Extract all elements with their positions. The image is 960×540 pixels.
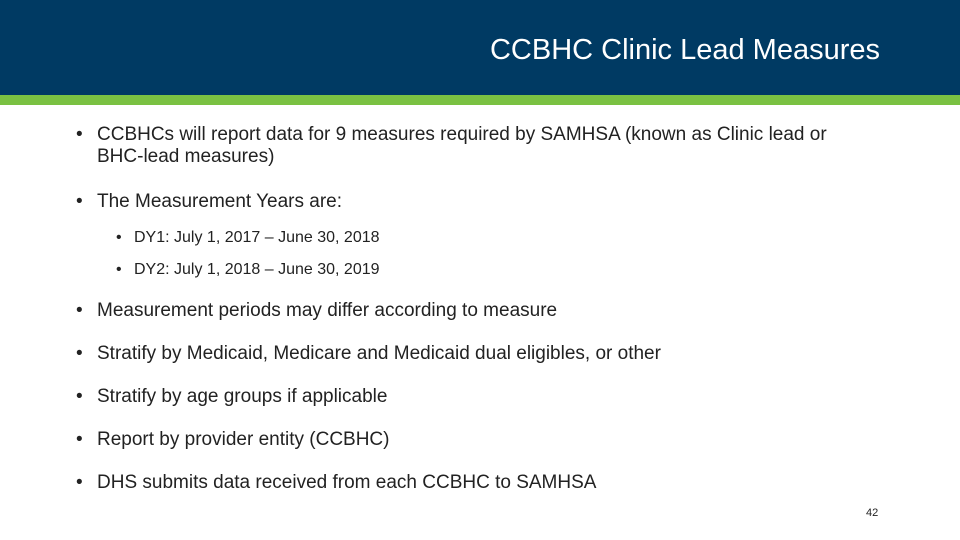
bullet-item bbox=[76, 386, 876, 408]
bullet-icon: • bbox=[76, 124, 83, 145]
bullet-icon: • bbox=[76, 300, 83, 321]
bullet-text: Stratify by Medicaid, Medicare and Medicaid dual eligibles, or other bbox=[97, 343, 661, 364]
bullet-icon: • bbox=[76, 386, 83, 407]
bullet-item bbox=[76, 300, 876, 322]
bullet-icon: • bbox=[116, 229, 122, 246]
accent-bar bbox=[0, 95, 960, 105]
bullet-icon: • bbox=[76, 472, 83, 493]
bullet-text: Measurement periods may differ according to measure bbox=[97, 300, 558, 321]
sub-bullet-text: DY1: July 1, 2017 – June 30, 2018 bbox=[134, 229, 380, 246]
bullet-icon: • bbox=[116, 261, 122, 278]
slide-header bbox=[0, 0, 960, 95]
bullet-item bbox=[76, 429, 876, 451]
bullet-item bbox=[76, 124, 876, 168]
slide-title: CCBHC Clinic Lead Measures bbox=[489, 34, 880, 66]
bullet-text: CCBHCs will report data for 9 measures required by SAMHSA (known as Clinic lead or BHC-lead measures) bbox=[97, 124, 827, 167]
page-number: 42 bbox=[866, 507, 879, 519]
bullet-icon: • bbox=[76, 343, 83, 364]
bullet-item bbox=[76, 191, 876, 213]
sub-bullet-text: DY2: July 1, 2018 – June 30, 2019 bbox=[134, 261, 380, 278]
bullet-item bbox=[76, 472, 876, 494]
bullet-item bbox=[76, 343, 876, 365]
slide-content bbox=[76, 124, 876, 494]
bullet-text: The Measurement Years are: bbox=[97, 191, 343, 212]
bullet-text: DHS submits data received from each CCBHC to SAMHSA bbox=[97, 472, 597, 493]
bullet-icon: • bbox=[76, 429, 83, 450]
bullet-text: Stratify by age groups if applicable bbox=[97, 386, 388, 407]
sub-bullet-item bbox=[116, 228, 876, 248]
bullet-text: Report by provider entity (CCBHC) bbox=[97, 429, 390, 450]
bullet-icon: • bbox=[76, 191, 83, 212]
sub-bullet-item bbox=[116, 260, 876, 280]
